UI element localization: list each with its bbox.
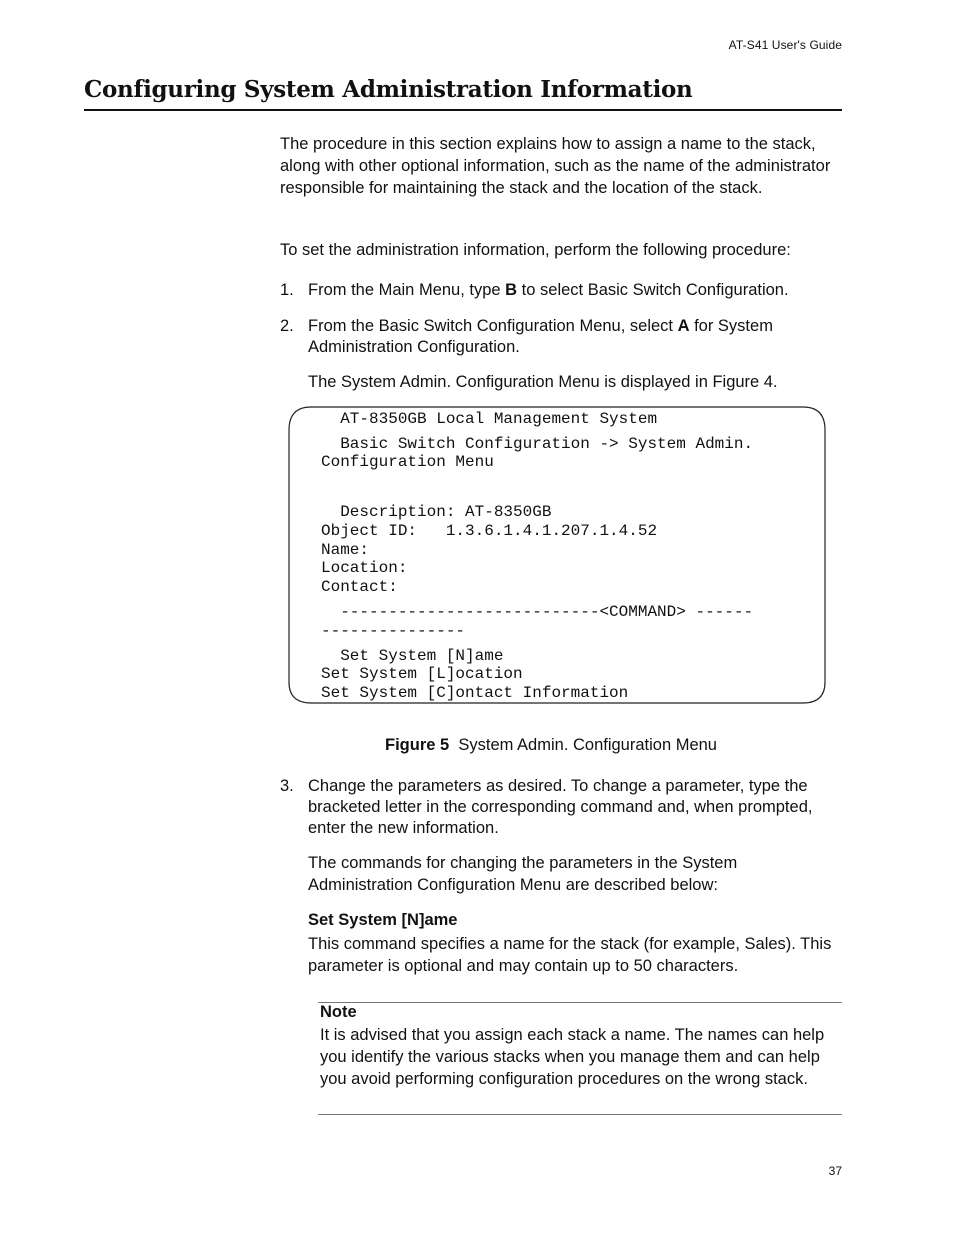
step-number: 1. [280,281,294,299]
screen-line-contact: Contact: [321,578,398,596]
screen-line-name: Name: [321,541,370,559]
step-3 [280,776,845,842]
title-rule [84,109,842,111]
step-text [308,316,845,358]
intro-paragraph [280,133,845,199]
step-text-post: for System Administration Configuration. [308,317,773,356]
screen-line-object-id: Object ID: 1.3.6.1.4.1.207.1.4.52 [321,522,658,540]
command-description: This command specifies a name for the stack (for example, Sales). This parameter is optional and may contain up to 50 characters. [308,935,832,975]
command-heading: Set System [N]ame [308,911,458,929]
running-header: AT-S41 User's Guide [728,38,842,52]
step-text-post: to select Basic Switch Configuration. [517,281,789,299]
screen-command-set-name: Set System [N]ame [321,647,504,665]
screen-line-description: Description: AT-8350GB [321,503,552,521]
figure-caption [385,736,717,755]
screen-line-app-title: AT-8350GB Local Management System [321,410,658,428]
step-2-result: The System Admin. Configuration Menu is displayed in Figure 4. [308,373,778,391]
step-3-followup: The commands for changing the parameters in the System Administration Configuration Menu are described below: [308,854,738,894]
figure-label: Figure 5 [385,736,450,754]
step-2 [280,316,845,360]
page-number: 37 [828,1164,842,1178]
screen-command-set-location: Set System [L]ocation [321,665,523,683]
note-bottom-rule [318,1114,842,1115]
screen-command-set-contact: Set System [C]ontact Information [321,684,629,702]
intro-text: The procedure in this section explains how to assign a name to the stack, along with other optional information, such as the name of the administrator responsible for maintaining the stack and the location of the stack. [280,135,831,197]
screen-line-command-divider: ---------------------------<COMMAND> ------ [321,603,754,621]
note-top-rule [318,1002,842,1003]
note-label: Note [320,1003,357,1021]
step-number: 3. [280,777,294,795]
figure-caption-text: System Admin. Configuration Menu [458,736,717,754]
step-text: Change the parameters as desired. To change a parameter, type the bracketed letter in the corresponding command and, when prompted, enter the new information. [308,777,813,837]
step-text-pre: From the Main Menu, type [308,281,506,299]
screen-line-menu-name: Configuration Menu [321,453,494,471]
screen-line-location: Location: [321,559,408,577]
screen-line-command-divider-cont: --------------- [321,622,466,640]
screen-line-breadcrumb: Basic Switch Configuration -> System Admin. [321,435,754,453]
section-title: Configuring System Administration Information [84,76,693,103]
step-text [308,280,845,301]
step-1 [280,280,845,302]
step-key: A [677,317,690,335]
step-number: 2. [280,317,294,335]
step-text-pre: From the Basic Switch Configuration Menu, select [308,317,678,335]
note-text: It is advised that you assign each stack a name. The names can help you identify the various stacks when you manage them and can help you avoid performing configuration procedures on the wrong stack. [320,1026,825,1088]
step-key: B [505,281,518,299]
procedure-intro: To set the administration information, perform the following procedure: [280,241,791,259]
